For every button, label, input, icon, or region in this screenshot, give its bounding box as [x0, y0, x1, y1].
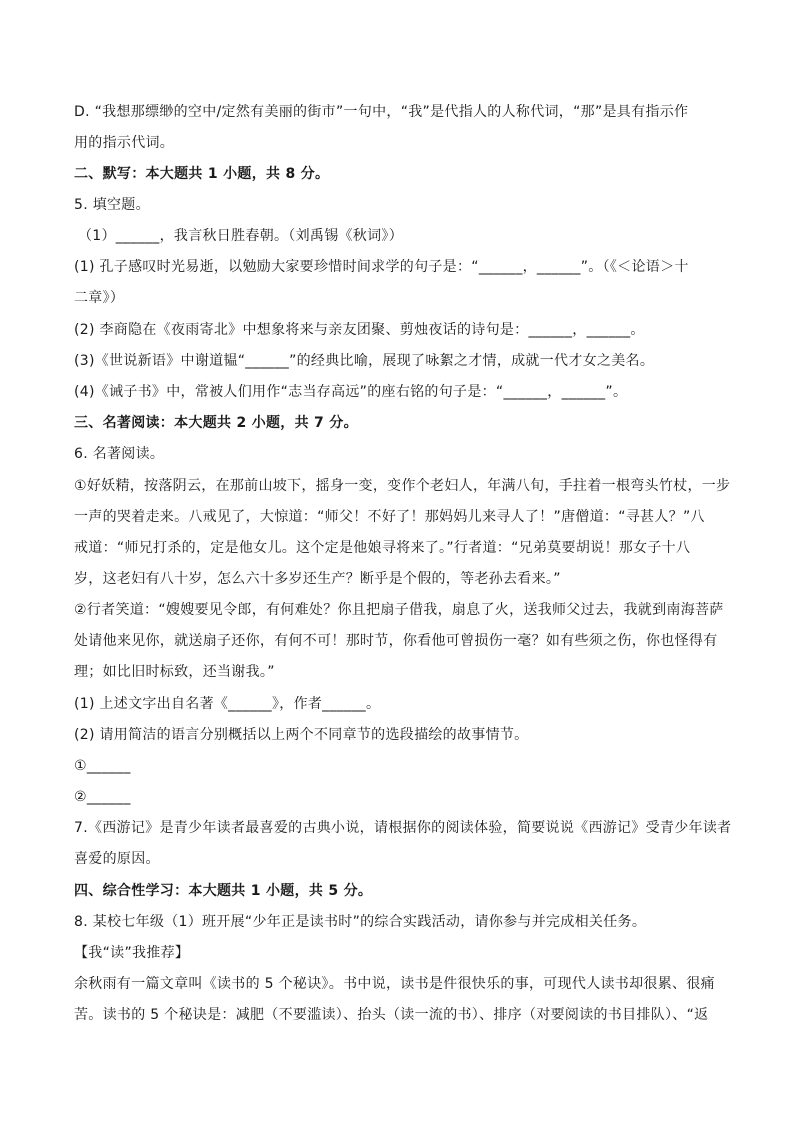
- recommend-text-line-1: 余秋雨有一篇文章叫《读书的 5 个秘诀》。书中说，读书是件很快乐的事，可现代人读书却很累、很痛: [74, 976, 715, 992]
- option-d-line-2: 用的指示代词。: [74, 135, 175, 151]
- question-5-item-2-line-2: 二章》）: [74, 290, 125, 306]
- question-5-item-2-line-1: (1) 孔子感叹时光易逝，以勉励大家要珍惜时间求学的句子是：“______，______”。（《＜论语＞十: [74, 259, 689, 275]
- question-5-title: 5. 填空题。: [74, 197, 150, 213]
- question-5-item-1: （1）______，我言秋日胜春朝。（刘禹锡《秋词》）: [78, 228, 404, 244]
- passage-1-line-3: 戒道：“师兄打杀的，定是他女儿。这个定是他娘寻将来了。”行者道：“兄弟莫要胡说！那女子十八: [74, 540, 691, 556]
- section-2-heading: 二、默写：本大题共 1 小题，共 8 分。: [74, 166, 330, 182]
- passage-1-line-4: 岁，这老妇有八十岁，怎么六十多岁还生产？断乎是个假的，等老孙去看来。”: [74, 571, 561, 587]
- question-7-line-2: 喜爱的原因。: [74, 851, 160, 867]
- question-7-line-1: 7.《西游记》是青少年读者最喜爱的古典小说，请根据你的阅读体验，简要说说《西游记》受青少年读者: [74, 820, 732, 836]
- section-3-heading: 三、名著阅读：本大题共 2 小题，共 7 分。: [74, 415, 358, 431]
- passage-2-line-1: ②行者笑道：“嫂嫂要见令郎，有何难处？你且把扇子借我，扇息了火，送我师父过去，我就到南海菩萨: [74, 602, 724, 618]
- passage-1-line-2: 一声的哭着走来。八戒见了，大惊道：“师父！不好了！那妈妈儿来寻人了！”唐僧道：“寻甚人？”八: [74, 509, 705, 525]
- passage-2-line-3: 理；如比旧时标致，还当谢我。”: [74, 664, 275, 680]
- recommend-text-line-2: 苦。读书的 5 个秘诀是：减肥（不要滥读）、抬头（读一流的书）、排序（对要阅读的书目排队）、“返: [74, 1007, 709, 1023]
- answer-blank-2: ②______: [74, 789, 131, 805]
- passage-1-line-1: ①好妖精，按落阴云，在那前山坡下，摇身一变，变作个老妇人，年满八旬，手拄着一根弯头竹杖，一步: [74, 478, 731, 494]
- answer-blank-1: ①______: [74, 758, 131, 774]
- passage-2-line-2: 处请他来见你，就送扇子还你，有何不可！那时节，你看他可曾损伤一毫？如有些须之伤，你也怪得有: [74, 633, 718, 649]
- question-8-title: 8. 某校七年级（1）班开展“少年正是读书时”的综合实践活动，请你参与并完成相关任务。: [74, 914, 647, 930]
- question-6-sub-1: (1) 上述文字出自名著《______》，作者______。: [74, 696, 381, 712]
- question-5-item-4: (3)《世说新语》中谢道韫“______”的经典比喻，展现了咏絮之才情，成就一代才女之美名。: [74, 353, 655, 369]
- section-4-heading: 四、综合性学习：本大题共 1 小题，共 5 分。: [74, 883, 373, 899]
- option-d-line-1: D. “我想那缥缈的空中/定然有美丽的街市”一句中，“我”是代指人的人称代词，“那”是具有指示作: [74, 104, 689, 120]
- question-5-item-5: (4)《诫子书》中，常被人们用作“志当存高远”的座右铭的句子是：“______，______”。: [74, 384, 628, 400]
- question-5-item-3: (2) 李商隐在《夜雨寄北》中想象将来与亲友团聚、剪烛夜话的诗句是：______，______。: [74, 322, 645, 338]
- question-6-sub-2: (2) 请用简洁的语言分别概括以上两个不同章节的选段描绘的故事情节。: [74, 727, 529, 743]
- question-6-title: 6. 名著阅读。: [74, 446, 165, 462]
- recommend-heading: 【我“读”我推荐】: [74, 945, 190, 961]
